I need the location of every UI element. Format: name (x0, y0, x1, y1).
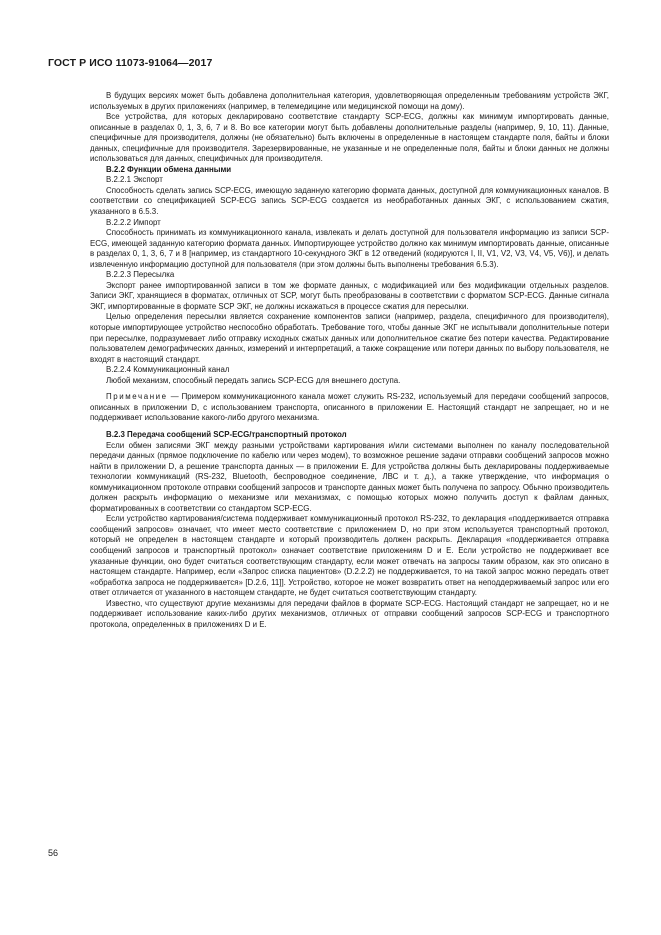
section-heading: В.2.3 Передача сообщений SCP-ECG/транспортный протокол (106, 429, 347, 439)
subsection-heading: В.2.2.2 Импорт (106, 217, 161, 227)
paragraph: Целью определения пересылки является сохранение компонентов записи (например, раздела, специфичного для производителя), которые импортирующее устройство неспособно обработать. Требование того, чтобы данные ЭКГ не испытывали дополнительные потери при пересылке, подразумевает либо отправку исходных сжатых данных или дополнительное сжатие без потери качества. Редактирование пользователем демографических данных, измерений и интерпретаций, а также сокращение или потери данных по выбору пользователя, не входят в настоящий стандарт. (90, 312, 609, 364)
section-heading: В.2.2 Функции обмена данными (106, 164, 232, 174)
note-text: — Примером коммуникационного канала может служить RS-232, используемый для передачи сообщений запросов, описанных в приложении D, с использованием транспорта, описанного в приложении E. Настоящий стандарт не запрещает, но и не поддерживает использование какого-либо другого механизма. (90, 392, 609, 423)
paragraph: Известно, что существуют другие механизмы для передачи файлов в формате SCP-ECG. Настоящий стандарт не запрещает, но и не поддерживает использование каких-либо других механизмов, отличных от отправки сообщений запросов SCP-ECG и транспортного протокола, определенных в приложениях D и E. (90, 598, 609, 629)
paragraph: Если устройство картирования/система поддерживает коммуникационный протокол RS-232, то декларация «поддерживается отправка сообщений запросов» означает, что имеет место соответствие с приложением D, но при этом используется транспортный протокол, который не определен в настоящем стандарте и который производитель должен раскрыть. Декларация «поддерживается отправка сообщений запросов и транспортный протокол» означает соответствие приложениям D и E. Если устройство не поддерживает все указанные функции, оно будет считаться соответствующим стандарту, если может отвечать на запросы таким образом, как это описано в настоящем стандарте. Например, если «Запрос списка пациентов» (D.2.2.2) не поддерживается, то на такой запрос можно передать ответ «обработка запроса не поддерживается» [D.2.6, 11]]. Устройство, которое не может возвратить ответ на неподдерживаемый запрос или его ответ отличается от указанного в настоящем стандарте, не будет считаться соответствующим стандарту. (90, 514, 609, 598)
paragraph: Все устройства, для которых декларировано соответствие стандарту SCP-ECG, должны как минимум импортировать данные, описанные в разделах 0, 1, 3, 6, 7 и 8. Во все категории могут быть добавлены дополнительные разделы (например, 9, 10, 11). Данные, специфичные для производителя, должны (не обязательно) быть включены в определенные в настоящем стандарте поля, байты и блоки данных, специфичные для производителя. Зарезервированные, не указанные и не определенные поля, байты и блоки данных не должны использоваться для данных, специфичных для производителя. (90, 112, 609, 164)
paragraph: Если обмен записями ЭКГ между разными устройствами картирования и/или системами выполнен по каналу последовательной передачи данных (прямое подключение по кабелю или через модем), то возможное решение задачи отправки сообщений запросов можно найти в приложении D, а решение транспорта данных — в приложении E. Для устройства должны быть декларированы поддерживаемые технологии коммуникаций (RS-232, Bluetooth, беспроводное соединение, ЛВС и т. д.), а также утверждение, что информация о коммуникационном протоколе отправки сообщений запросов и транспорте данных может быть получена по запросу. Обычно производитель должен раскрыть информацию о механизме или механизмах, с помощью которых можно получить доступ к файлам данных, форматированных в соответствии со стандартом SCP-ECG. (90, 440, 609, 513)
subsection-heading: В.2.2.4 Коммуникационный канал (106, 365, 230, 375)
subsection-heading: В.2.2.1 Экспорт (106, 175, 163, 185)
paragraph: В будущих версиях может быть добавлена дополнительная категория, удовлетворяющая определенным требованиям устройств ЭКГ, используемых в других приложениях (например, в телемедицине или медицинской помощи на дому). (90, 91, 609, 111)
paragraph: Любой механизм, способный передать запись SCP-ECG для внешнего доступа. (106, 375, 401, 385)
page-number: 56 (48, 848, 59, 858)
subsection-heading: В.2.2.3 Пересылка (106, 270, 175, 280)
document-body (90, 91, 609, 630)
document-header: ГОСТ Р ИСО 11073-91064—2017 (48, 57, 213, 69)
note-label: Примечание (106, 392, 168, 402)
note (90, 392, 609, 424)
paragraph: Способность принимать из коммуникационного канала, извлекать и делать доступной для пользователя информацию из записи SCP-ECG, имеющей заданную категорию формата данных. Импортирующее устройство должно как минимум импортировать данные, описанные в разделах 0, 1, 3, 6, 7 и 8 [например, из стандартного 10-секундного ЭКГ в 12 отведений (кодируются I, II, V1, V2, V3, V4, V5, V6)], и делать извлеченную информацию доступной для пользователя (при этом должны быть выполнены требования 6.5.3). (90, 228, 609, 269)
paragraph: Экспорт ранее импортированной записи в том же формате данных, с модификацией или без модификации отдельных разделов. Записи ЭКГ, хранящиеся в форматах, отличных от SCP, могут быть преобразованы в соответствии с форматом SCP-ECG. Данные сигнала ЭКГ, импортированные в формате SCP ЭКГ, не должны искажаться в процессе сжатия для пересылки. (90, 280, 609, 311)
paragraph: Способность сделать запись SCP-ECG, имеющую заданную категорию формата данных, доступной для коммуникационных каналов. В соответствии со спецификацией SCP-ECG запись SCP-ECG создается из необработанных данных ЭКГ, с использованием сжатия, указанного в 6.5.3. (90, 185, 609, 217)
